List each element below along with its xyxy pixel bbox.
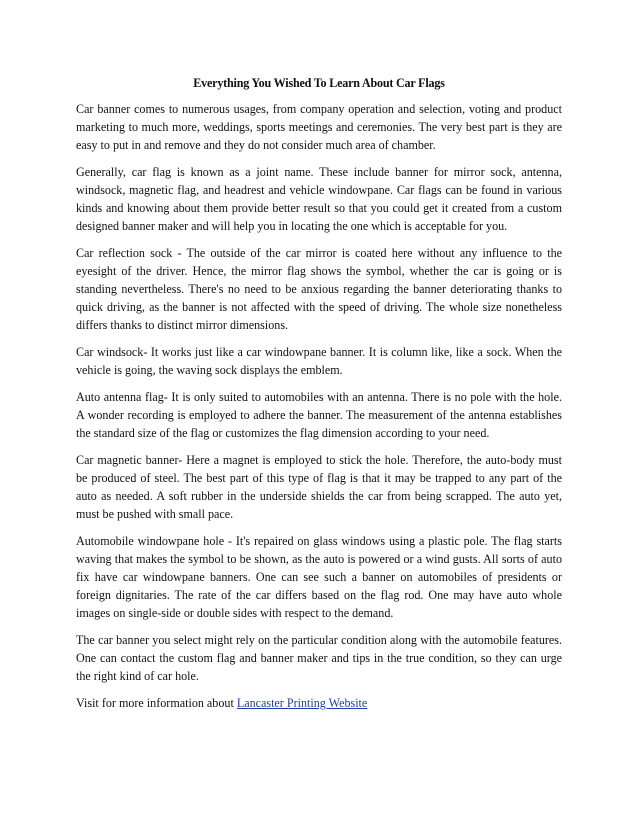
paragraph-closing <box>76 694 562 712</box>
paragraph-windsock: Car windsock- It works just like a car windowpane banner. It is column like, like a sock. When the vehicle is going, the waving sock displays the emblem. <box>76 345 562 377</box>
paragraph-mirror-sock: Car reflection sock - The outside of the car mirror is coated here without any influence to the eyesight of the driver. Hence, the mirror flag shows the symbol, whether the car is going or is standing nevertheless. There's no need to be anxious regarding the banner deteriorating thanks to quick driving, as the banner is not affected with the speed of driving. The whole size nonetheless differs thanks to distinct mirror dimensions. <box>76 246 562 332</box>
document-page <box>76 74 562 721</box>
paragraph-windowpane: Automobile windowpane hole - It's repaired on glass windows using a plastic pole. The flag starts waving that makes the symbol to be shown, as the auto is powered or a wind gusts. All sorts of auto fix have car windowpane banners. One can see such a banner on automobiles of presidents or foreign dignitaries. The rate of the car differs based on the flag rod. One may have auto whole images on single-side or double sides with respect to the demand. <box>76 534 562 620</box>
paragraph-intro: Car banner comes to numerous usages, from company operation and selection, voting and product marketing to much more, weddings, sports meetings and ceremonies. The very best part is they are easy to put in and remove and they do not consider much area of chamber. <box>76 102 562 152</box>
paragraph-general: Generally, car flag is known as a joint name. These include banner for mirror sock, antenna, windsock, magnetic flag, and headrest and vehicle windowpane. Car flags can be found in various kinds and knowing about them provide better result so that you could get it created from a custom designed banner maker and will help you in locating the one which is acceptable for you. <box>76 165 562 233</box>
paragraph-antenna-flag: Auto antenna flag- It is only suited to automobiles with an antenna. There is no pole with the hole. A wonder recording is employed to adhere the banner. The measurement of the antenna establishes the standard size of the flag or customizes the flag dimension according to your need. <box>76 390 562 440</box>
paragraph-magnetic-banner: Car magnetic banner- Here a magnet is employed to stick the hole. Therefore, the auto-body must be produced of steel. The best part of this type of flag is that it may be trapped to any part of the auto as needed. A soft rubber in the underside shields the car from being scrapped. The auto yet, must be pushed with small pace. <box>76 453 562 521</box>
lancaster-printing-link[interactable]: Lancaster Printing Website <box>236 696 368 710</box>
paragraph-conclusion: The car banner you select might rely on the particular condition along with the automobile features. One can contact the custom flag and banner maker and tips in the true condition, so they can urge the right kind of car hole. <box>76 633 562 683</box>
closing-prefix: Visit for more information about <box>76 696 237 710</box>
document-title: Everything You Wished To Learn About Car Flags <box>193 76 445 90</box>
